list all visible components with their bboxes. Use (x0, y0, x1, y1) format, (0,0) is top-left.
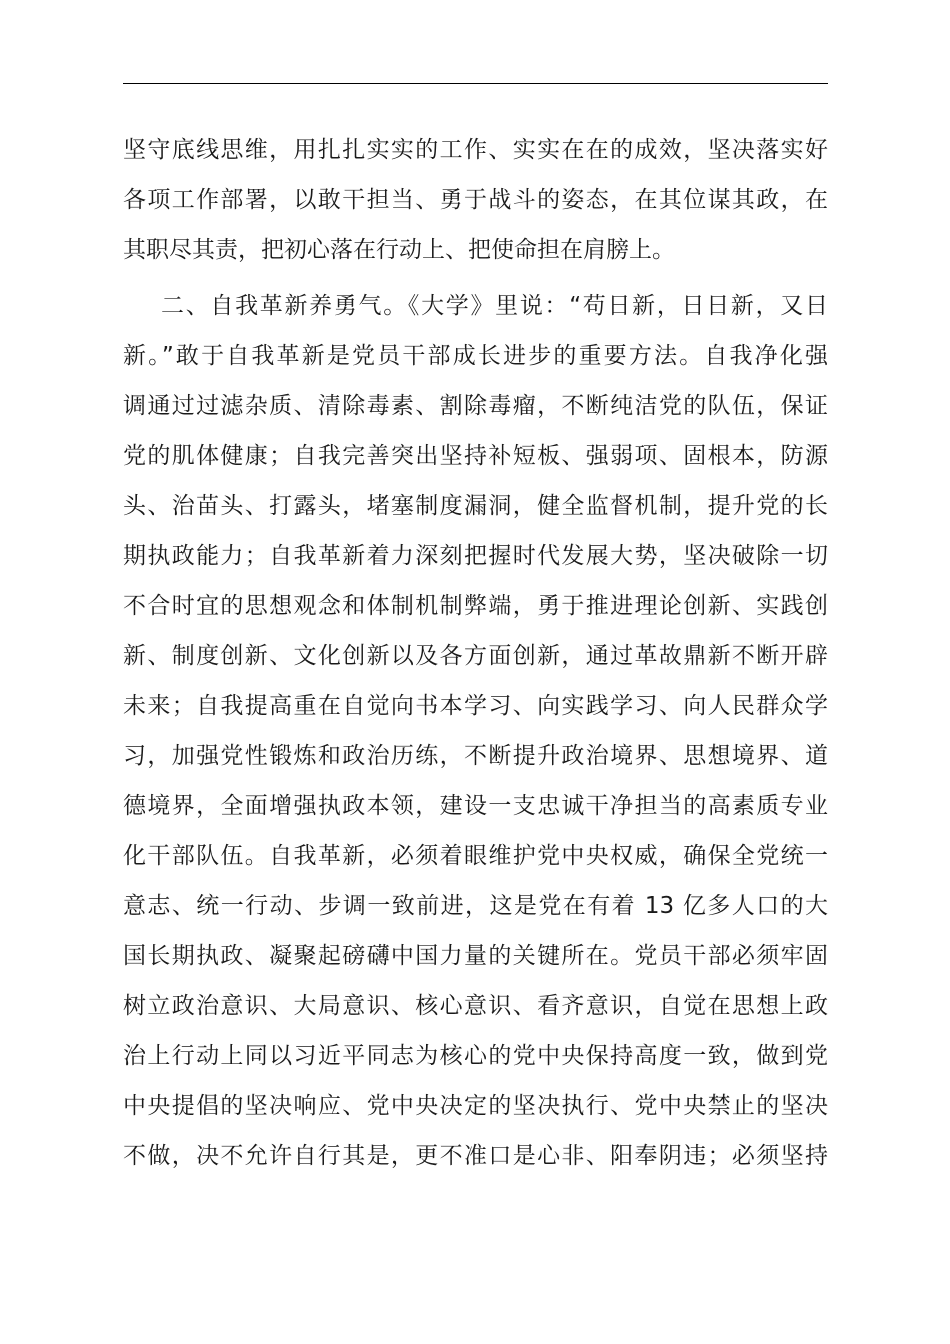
paragraph-line: 意志、统一行动、步调一致前进，这是党在有着 13 亿多人口的大 (123, 893, 828, 919)
paragraph-line: 头、治苗头、打露头，堵塞制度漏洞，健全监督机制，提升党的长 (123, 493, 828, 519)
paragraph-line: 各项工作部署，以敢干担当、勇于战斗的姿态，在其位谋其政，在 (123, 187, 828, 213)
paragraph-line: 期执政能力；自我革新着力深刻把握时代发展大势，坚决破除一切 (123, 543, 828, 569)
paragraph-line: 化干部队伍。自我革新，必须着眼维护党中央权威，确保全党统一 (123, 843, 828, 869)
paragraph-line: 德境界，全面增强执政本领，建设一支忠诚干净担当的高素质专业 (123, 793, 828, 819)
paragraph-line: 二、自我革新养勇气。《大学》里说：“苟日新，日日新，又日 (161, 293, 828, 319)
header-rule (123, 83, 828, 84)
paragraph-line: 中央提倡的坚决响应、党中央决定的坚决执行、党中央禁止的坚决 (123, 1093, 828, 1119)
paragraph-line: 不做，决不允许自行其是，更不准口是心非、阳奉阴违；必须坚持 (123, 1143, 828, 1169)
paragraph-line: 不合时宜的思想观念和体制机制弊端，勇于推进理论创新、实践创 (123, 593, 828, 619)
paragraph-line: 其职尽其责，把初心落在行动上、把使命担在肩膀上。 (123, 237, 675, 263)
paragraph-line: 党的肌体健康；自我完善突出坚持补短板、强弱项、固根本，防源 (123, 443, 828, 469)
paragraph-line: 新、制度创新、文化创新以及各方面创新，通过革故鼎新不断开辟 (123, 643, 828, 669)
paragraph-line: 新。”敢于自我革新是党员干部成长进步的重要方法。自我净化强 (123, 343, 828, 369)
paragraph-line: 树立政治意识、大局意识、核心意识、看齐意识，自觉在思想上政 (123, 993, 828, 1019)
paragraph-line: 未来；自我提高重在自觉向书本学习、向实践学习、向人民群众学 (123, 693, 828, 719)
paragraph-line: 国长期执政、凝聚起磅礴中国力量的关键所在。党员干部必须牢固 (123, 943, 828, 969)
paragraph-line: 治上行动上同以习近平同志为核心的党中央保持高度一致，做到党 (123, 1043, 828, 1069)
paragraph-line: 习，加强党性锻炼和政治历练，不断提升政治境界、思想境界、道 (123, 743, 828, 769)
paragraph-line: 调通过过滤杂质、清除毒素、割除毒瘤，不断纯洁党的队伍，保证 (123, 393, 828, 419)
paragraph-line: 坚守底线思维，用扎扎实实的工作、实实在在的成效，坚决落实好 (123, 137, 828, 163)
